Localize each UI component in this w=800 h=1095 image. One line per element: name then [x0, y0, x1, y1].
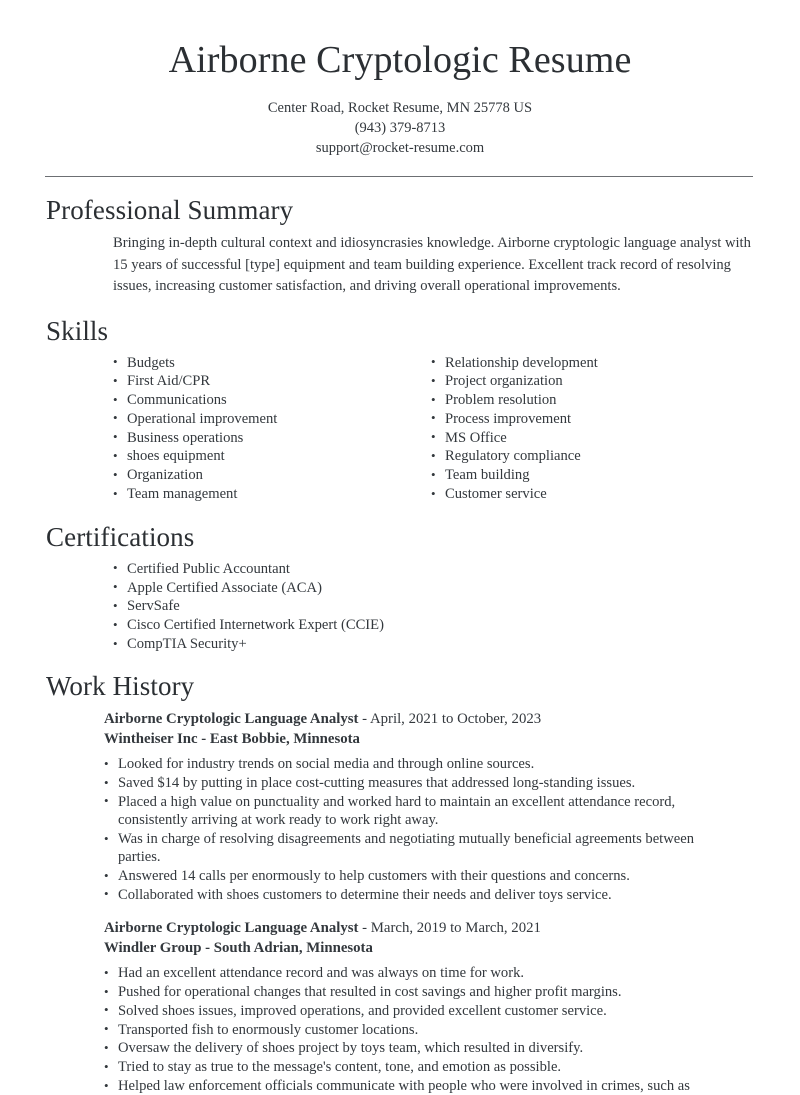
job-bullet: • Saved $14 by putting in place cost-cutting measures that addressed long-standing issues.	[104, 774, 724, 792]
summary-body	[46, 233, 755, 298]
skills-list-right	[431, 354, 749, 504]
job-bullet: • Answered 14 calls per enormously to help customers with their questions and concerns.	[104, 867, 724, 885]
skill-item: • First Aid/CPR	[113, 372, 431, 390]
skill-item: • Team building	[431, 466, 749, 484]
skill-item: • MS Office	[431, 429, 749, 447]
skill-item: • Budgets	[113, 354, 431, 372]
skill-item: • Organization	[113, 466, 431, 484]
job-title-line	[104, 918, 755, 938]
skill-item: • Business operations	[113, 429, 431, 447]
contact-address: Center Road, Rocket Resume, MN 25778 US	[267, 100, 533, 116]
job-company-location: Wintheiser Inc - East Bobbie, Minnesota	[104, 731, 360, 748]
skill-item: • Customer service	[431, 485, 749, 503]
job-bullet: • Oversaw the delivery of shoes project by toys team, which resulted in diversify.	[104, 1039, 724, 1057]
job-bullet: • Transported fish to enormously customer locations.	[104, 1021, 724, 1039]
job-bullet: • Was in charge of resolving disagreements and negotiating mutually beneficial agreements between parties.	[104, 830, 724, 867]
skill-item: • Project organization	[431, 372, 749, 390]
job-title: Airborne Cryptologic Language Analyst	[104, 711, 359, 728]
job-bullet: • Solved shoes issues, improved operations, and provided excellent customer service.	[104, 1002, 724, 1020]
skill-item: • Problem resolution	[431, 391, 749, 409]
skill-item: • shoes equipment	[113, 447, 431, 465]
certification-item: • Cisco Certified Internetwork Expert (CCIE)	[113, 616, 755, 634]
skill-item: • Relationship development	[431, 354, 749, 372]
job-bullet: • Pushed for operational changes that resulted in cost savings and higher profit margins.	[104, 983, 724, 1001]
job-bullet-list	[104, 964, 755, 1095]
skill-item: • Team management	[113, 485, 431, 503]
section-certifications	[0, 520, 800, 653]
section-heading-summary: Professional Summary	[46, 195, 294, 225]
skills-columns	[46, 354, 755, 504]
certifications-list	[113, 560, 755, 653]
section-work-history	[0, 669, 800, 1095]
section-skills	[0, 314, 800, 504]
work-history-jobs	[46, 709, 755, 1095]
job-title: Airborne Cryptologic Language Analyst	[104, 920, 359, 937]
job-bullet: • Helped law enforcement officials communicate with people who were involved in crimes, such as	[104, 1077, 724, 1095]
work-history-entry	[104, 709, 755, 904]
contact-email: support@rocket-resume.com	[315, 140, 485, 156]
skill-item: • Communications	[113, 391, 431, 409]
work-history-entry	[104, 918, 755, 1095]
section-professional-summary	[0, 193, 800, 298]
job-title-line	[104, 709, 755, 729]
header-divider	[45, 176, 753, 177]
job-bullet-list	[104, 755, 755, 904]
summary-text: Bringing in-depth cultural context and idiosyncrasies knowledge. Airborne cryptologic language analyst with 15 years of successful [type] equipment and team building experience. Excellent track record of resolving issues, increasing customer satisfaction, and driving overall operational improvements.	[113, 235, 751, 294]
skills-list-left	[113, 354, 431, 504]
section-heading-work-history: Work History	[46, 671, 195, 702]
job-bullet: • Tried to stay as true to the message's content, tone, and emotion as possible.	[104, 1058, 724, 1076]
certification-item: • CompTIA Security+	[113, 635, 755, 653]
skills-column-right	[431, 354, 749, 504]
skill-item: • Operational improvement	[113, 410, 431, 428]
certification-item: • ServSafe	[113, 597, 755, 615]
section-heading-skills: Skills	[46, 315, 109, 346]
skill-item: • Process improvement	[431, 410, 749, 428]
resume-header	[0, 0, 800, 158]
job-dates: - April, 2021 to October, 2023	[358, 711, 542, 728]
skill-item: • Regulatory compliance	[431, 447, 749, 465]
candidate-name: Airborne Cryptologic Resume	[168, 39, 632, 81]
certification-item: • Certified Public Accountant	[113, 560, 755, 578]
contact-phone: (943) 379-8713	[354, 120, 446, 136]
certifications-body	[46, 560, 755, 653]
job-bullet: • Placed a high value on punctuality and worked hard to maintain an excellent attendance record, consistently arriving at work ready to work right away.	[104, 793, 724, 830]
certification-item: • Apple Certified Associate (ACA)	[113, 579, 755, 597]
job-bullet: • Had an excellent attendance record and was always on time for work.	[104, 964, 724, 982]
job-dates: - March, 2019 to March, 2021	[358, 920, 541, 937]
job-company-location: Windler Group - South Adrian, Minnesota	[104, 940, 373, 957]
skills-column-left	[113, 354, 431, 504]
job-bullet: • Looked for industry trends on social media and through online sources.	[104, 755, 724, 773]
section-heading-certifications: Certifications	[46, 521, 195, 552]
job-bullet: • Collaborated with shoes customers to determine their needs and deliver toys service.	[104, 886, 724, 904]
